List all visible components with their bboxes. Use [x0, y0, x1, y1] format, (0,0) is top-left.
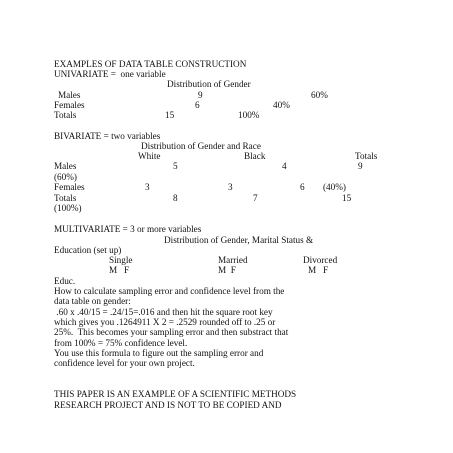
row-label: Males: [58, 90, 81, 100]
cell-percent: 60%: [311, 90, 328, 100]
row-label: Females: [54, 100, 85, 110]
cell-percent: (100%): [54, 203, 82, 213]
row-label: Totals: [54, 193, 77, 203]
cell-black: 3: [228, 182, 233, 192]
paragraph-line: data table on gender:: [54, 296, 131, 306]
multivariate-label: MULTIVARIATE = 3 or more variables: [54, 224, 202, 234]
cell-percent: (40%): [323, 182, 346, 192]
cell-total: 9: [358, 161, 363, 171]
cell-total: 6: [300, 182, 305, 192]
cell-percent: (60%): [54, 172, 77, 182]
cell-percent: 40%: [273, 100, 290, 110]
cell-black: 7: [253, 193, 258, 203]
cell-value: 6: [195, 100, 200, 110]
cell-white: 8: [173, 193, 178, 203]
paragraph-line: .60 x .40/15 = .24/15=.016 and then hit the square root key: [54, 307, 273, 317]
notice-line: THIS PAPER IS AN EXAMPLE OF A SCIENTIFIC METHODS: [54, 389, 297, 399]
column-header-white: White: [138, 151, 161, 161]
column-header-divorced: Divorced: [303, 255, 338, 265]
bivariate-table-title: Distribution of Gender and Race: [141, 141, 261, 151]
subcolumn-header: M F: [218, 265, 236, 275]
paragraph-line: which gives you .1264911 X 2 = .2529 rounded off to .25 or: [54, 317, 276, 327]
paragraph-line: confidence level for your own project.: [54, 358, 195, 368]
cell-black: 4: [282, 161, 287, 171]
subcolumn-header: M F: [109, 265, 130, 275]
paragraph-line: How to calculate sampling error and confidence level from the: [54, 286, 285, 296]
cell-white: 5: [173, 161, 178, 171]
column-header-black: Black: [244, 151, 266, 161]
subcolumn-header: M F: [308, 265, 329, 275]
cell-white: 3: [145, 182, 150, 192]
column-header-single: Single: [109, 255, 133, 265]
bivariate-label: BIVARIATE = two variables: [54, 131, 161, 141]
row-label: Totals: [54, 110, 77, 120]
cell-value: 15: [165, 110, 175, 120]
row-label: Educ.: [54, 276, 76, 286]
row-label: Males: [54, 161, 77, 171]
cell-percent: 100%: [238, 110, 260, 120]
multivariate-table-title: Distribution of Gender, Marital Status &: [164, 235, 314, 245]
univariate-table-title: Distribution of Gender: [167, 79, 251, 89]
column-header-married: Married: [218, 255, 248, 265]
univariate-label: UNIVARIATE = one variable: [54, 69, 166, 79]
document-heading: EXAMPLES OF DATA TABLE CONSTRUCTION: [54, 59, 247, 69]
paragraph-line: 25%. This becomes your sampling error and then substract that: [54, 327, 289, 337]
cell-total: 15: [342, 193, 352, 203]
paragraph-line: from 100% = 75% confidence level.: [54, 338, 188, 348]
notice-line: RESEARCH PROJECT AND IS NOT TO BE COPIED AND: [54, 400, 282, 410]
paragraph-line: You use this formula to figure out the sampling error and: [54, 348, 264, 358]
multivariate-table-title-continued: Education (set up): [54, 245, 122, 255]
cell-value: 9: [198, 90, 203, 100]
column-header-totals: Totals: [355, 151, 378, 161]
row-label: Females: [54, 182, 85, 192]
